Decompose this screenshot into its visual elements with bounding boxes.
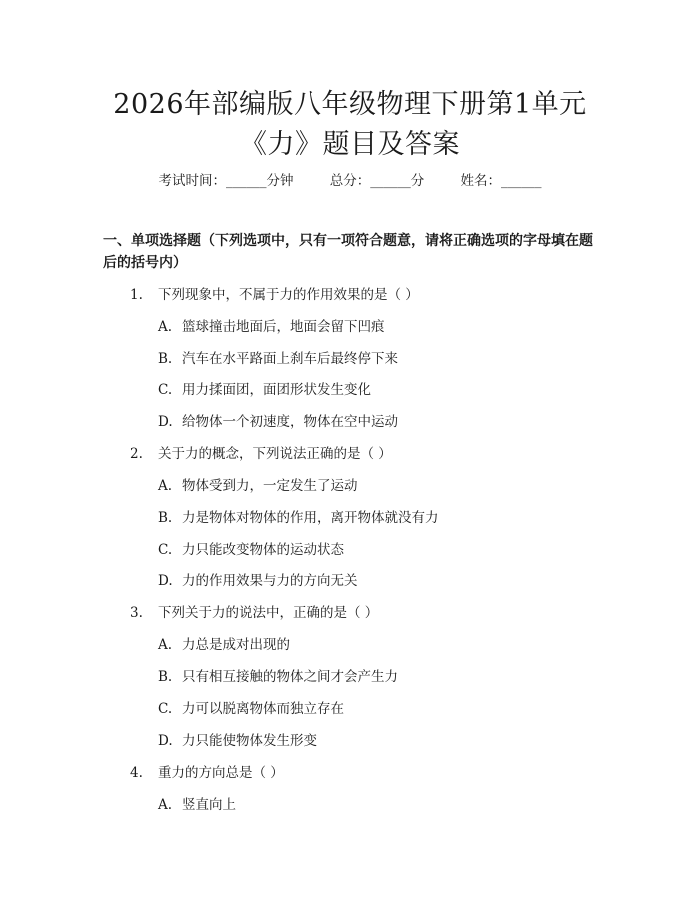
question: 4. 重力的方向总是（ ）	[130, 765, 284, 781]
option: A. 竖直向上	[158, 797, 236, 813]
question: 2. 关于力的概念，下列说法正确的是（ ）	[130, 446, 392, 462]
option: B. 汽车在水平路面上刹车后最终停下来	[158, 351, 398, 367]
question: 3. 下列关于力的说法中，正确的是（ ）	[130, 605, 379, 621]
question: 1. 下列现象中，不属于力的作用效果的是（ ）	[130, 287, 419, 303]
doc-title-line2: 《力》题目及答案	[240, 129, 460, 160]
option: A. 篮球撞击地面后，地面会留下凹痕	[158, 319, 385, 335]
option: A. 物体受到力，一定发生了运动	[158, 478, 358, 494]
option: D. 给物体一个初速度，物体在空中运动	[158, 414, 398, 430]
section-heading: 一、单项选择题（下列选项中，只有一项符合题意，请将正确选项的字母填在题后的括号内）	[103, 233, 593, 271]
exam-meta	[0, 169, 700, 189]
option: C. 力可以脱离物体而独立存在	[158, 701, 344, 717]
option: B. 只有相互接触的物体之间才会产生力	[158, 669, 398, 685]
exam-score: 总分：______分	[329, 173, 425, 189]
option: A. 力总是成对出现的	[158, 637, 290, 653]
option: B. 力是物体对物体的作用，离开物体就没有力	[158, 510, 439, 526]
option: D. 力的作用效果与力的方向无关	[158, 573, 358, 589]
option: C. 用力揉面团，面团形状发生变化	[158, 382, 371, 398]
doc-title-line1: 2026年部编版八年级物理下册第1单元	[113, 89, 587, 120]
option: D. 力只能使物体发生形变	[158, 733, 317, 749]
exam-name: 姓名：______	[460, 173, 542, 189]
exam-time: 考试时间：______分钟	[158, 173, 294, 189]
option: C. 力只能改变物体的运动状态	[158, 542, 344, 558]
